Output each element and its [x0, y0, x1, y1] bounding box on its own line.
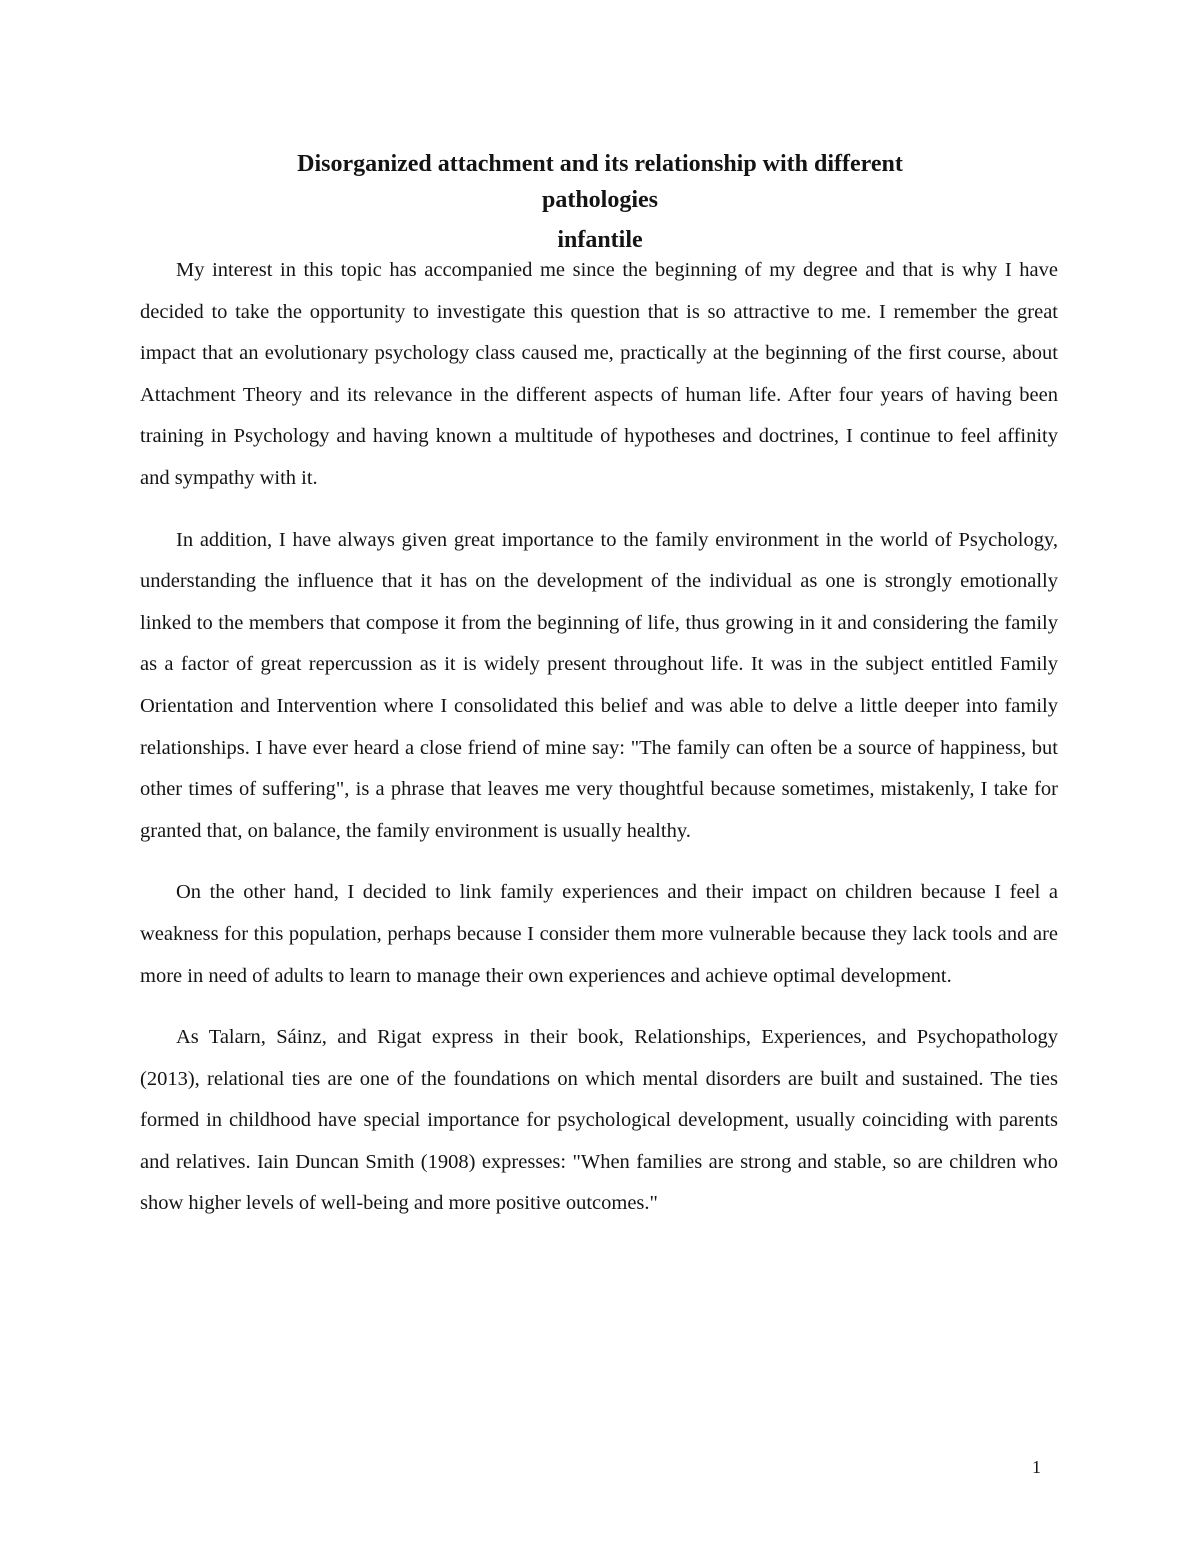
document-subtitle: infantile: [557, 227, 643, 253]
document-title: [140, 146, 1060, 258]
page-number: 1: [1032, 1457, 1041, 1477]
paragraph-1: My interest in this topic has accompanied me since the beginning of my degree and that is why I have decided to take the opportunity to investigate this question that is so attractive to me. I remember the great impact that an evolutionary psychology class caused me, practically at the beginning of the first course, about Attachment Theory and its relevance in the different aspects of human life. After four years of having been training in Psychology and having known a multitude of hypotheses and doctrines, I continue to feel affinity and sympathy with it.: [140, 259, 1058, 489]
paragraph-2: In addition, I have always given great importance to the family environment in the world of Psychology, understanding the influence that it has on the development of the individual as one is strongly emotionally linked to the members that compose it from the beginning of life, thus growing in it and considering the family as a factor of great repercussion as it is widely present throughout life. It was in the subject entitled Family Orientation and Intervention where I consolidated this belief and was able to delve a little deeper into family relationships. I have ever heard a close friend of mine say: "The family can often be a source of happiness, but other times of suffering", is a phrase that leaves me very thoughtful because sometimes, mistakenly, I take for granted that, on balance, the family environment is usually healthy.: [140, 528, 1058, 842]
title-line-2: pathologies: [541, 187, 658, 213]
paragraph-3: On the other hand, I decided to link family experiences and their impact on children because I feel a weakness for this population, perhaps because I consider them more vulnerable because they lack tools and are more in need of adults to learn to manage their own experiences and achieve optimal development.: [140, 881, 1058, 987]
paragraph-4: As Talarn, Sáinz, and Rigat express in their book, Relationships, Experiences, and Psychopathology (2013), relational ties are one of the foundations on which mental disorders are built and sustained. The ties formed in childhood have special importance for psychological development, usually coinciding with parents and relatives. Iain Duncan Smith (1908) expresses: "When families are strong and stable, so are children who show higher levels of well-being and more positive outcomes.": [140, 1026, 1058, 1215]
document-body: [140, 250, 1058, 1245]
title-line-1: Disorganized attachment and its relationship with different: [297, 151, 903, 177]
